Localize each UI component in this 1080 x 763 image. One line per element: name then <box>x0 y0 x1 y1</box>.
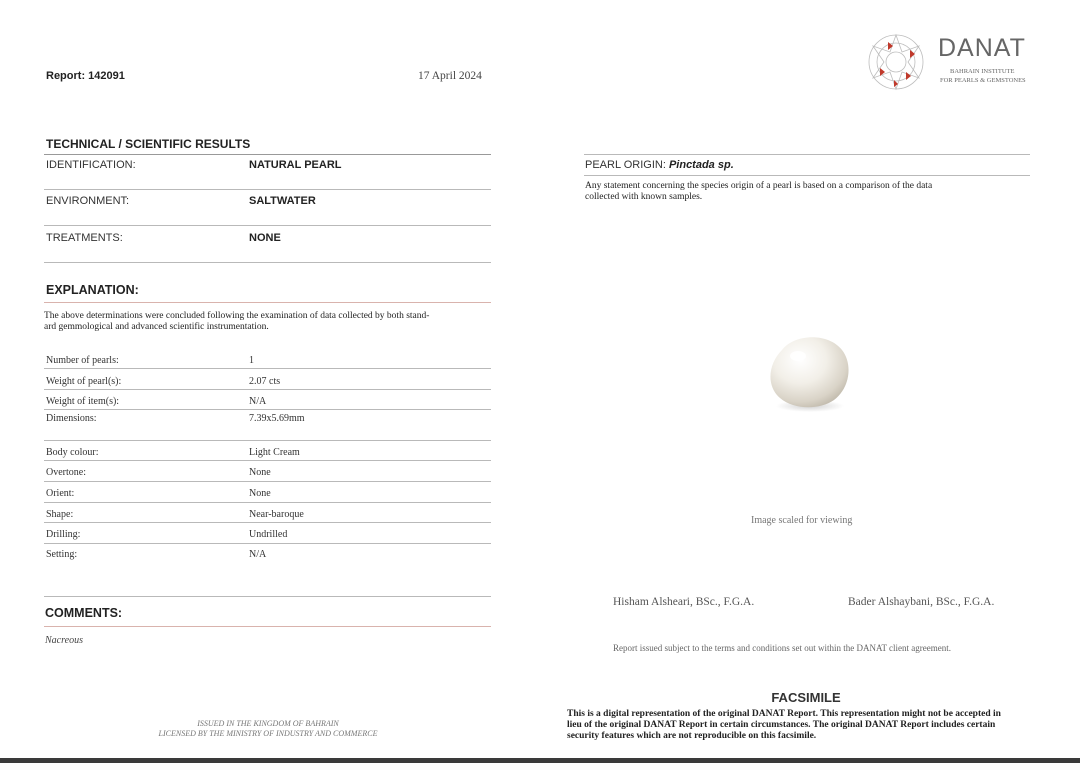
facsimile-line-1: This is a digital representation of the original DANAT Report. This representation might not be accepted in <box>567 709 1001 719</box>
detail-label: Setting: <box>46 549 78 560</box>
facsimile-line-2: lieu of the original DANAT Report in certain circumstances. The original DANAT Report includes certain <box>567 720 996 730</box>
danat-logo <box>866 32 1036 92</box>
identification-value: NATURAL PEARL <box>249 159 342 171</box>
treatments-label: TREATMENTS: <box>46 232 123 244</box>
detail-label: Body colour: <box>46 447 99 458</box>
terms-text: Report issued subject to the terms and conditions set out within the DANAT client agreement. <box>613 643 952 653</box>
detail-value: N/A <box>249 549 267 560</box>
detail-value: N/A <box>249 396 267 407</box>
pearl-origin <box>585 159 734 171</box>
environment-label: ENVIRONMENT: <box>46 195 130 207</box>
pearl-image <box>760 332 856 414</box>
treatments-value: NONE <box>249 232 281 244</box>
report-date: 17 April 2024 <box>418 70 482 82</box>
detail-label: Number of pearls: <box>46 355 119 366</box>
rosette-icon <box>866 32 926 92</box>
detail-label: Weight of item(s): <box>46 396 120 407</box>
origin-note-2: collected with known samples. <box>585 192 703 202</box>
pearl-origin-value: Pinctada sp. <box>668 159 734 171</box>
report-number: Report: 142091 <box>46 70 125 82</box>
signature-left: Hisham Alsheari, BSc., F.G.A. <box>613 596 755 608</box>
identification-label: IDENTIFICATION: <box>46 159 136 171</box>
detail-value: Near-baroque <box>249 509 304 520</box>
signature-right: Bader Alshaybani, BSc., F.G.A. <box>848 596 995 608</box>
brand-name: DANAT <box>938 34 1026 62</box>
issued-line-2: LICENSED BY THE MINISTRY OF INDUSTRY AND COMMERCE <box>158 729 378 738</box>
detail-value: Undrilled <box>249 529 288 540</box>
environment-value: SALTWATER <box>249 195 316 207</box>
detail-label: Drilling: <box>46 529 81 540</box>
detail-value: None <box>249 467 271 478</box>
comments-title: COMMENTS: <box>45 606 123 620</box>
image-caption: Image scaled for viewing <box>751 515 853 526</box>
detail-value: 7.39x5.69mm <box>249 413 305 424</box>
detail-value: 1 <box>249 355 254 366</box>
bottom-edge <box>0 758 1080 763</box>
detail-label: Dimensions: <box>46 413 97 424</box>
detail-label: Overtone: <box>46 467 86 478</box>
pearl-origin-label: PEARL ORIGIN: <box>585 159 666 171</box>
issued-line-1: ISSUED IN THE KINGDOM OF BAHRAIN <box>197 719 339 728</box>
explanation-text-1: The above determinations were concluded following the examination of data collected by both stand- <box>44 311 430 321</box>
technical-title: TECHNICAL / SCIENTIFIC RESULTS <box>46 137 251 151</box>
detail-value: Light Cream <box>249 447 300 458</box>
brand-line-1: BAHRAIN INSTITUTE <box>950 68 1015 75</box>
origin-note-1: Any statement concerning the species origin of a pearl is based on a comparison of the data <box>585 181 933 191</box>
detail-label: Weight of pearl(s): <box>46 376 122 387</box>
comments-text: Nacreous <box>45 635 83 646</box>
facsimile-title: FACSIMILE <box>771 690 841 705</box>
facsimile-line-3: security features which are not reproducible on this facsimile. <box>567 731 817 741</box>
explanation-text-2: ard gemmological and advanced scientific instrumentation. <box>44 322 269 332</box>
detail-label: Shape: <box>46 509 74 520</box>
detail-value: None <box>249 488 271 499</box>
detail-label: Orient: <box>46 488 75 499</box>
detail-value: 2.07 cts <box>249 376 281 387</box>
brand-line-2: FOR PEARLS & GEMSTONES <box>940 77 1026 84</box>
explanation-title: EXPLANATION: <box>46 283 139 297</box>
